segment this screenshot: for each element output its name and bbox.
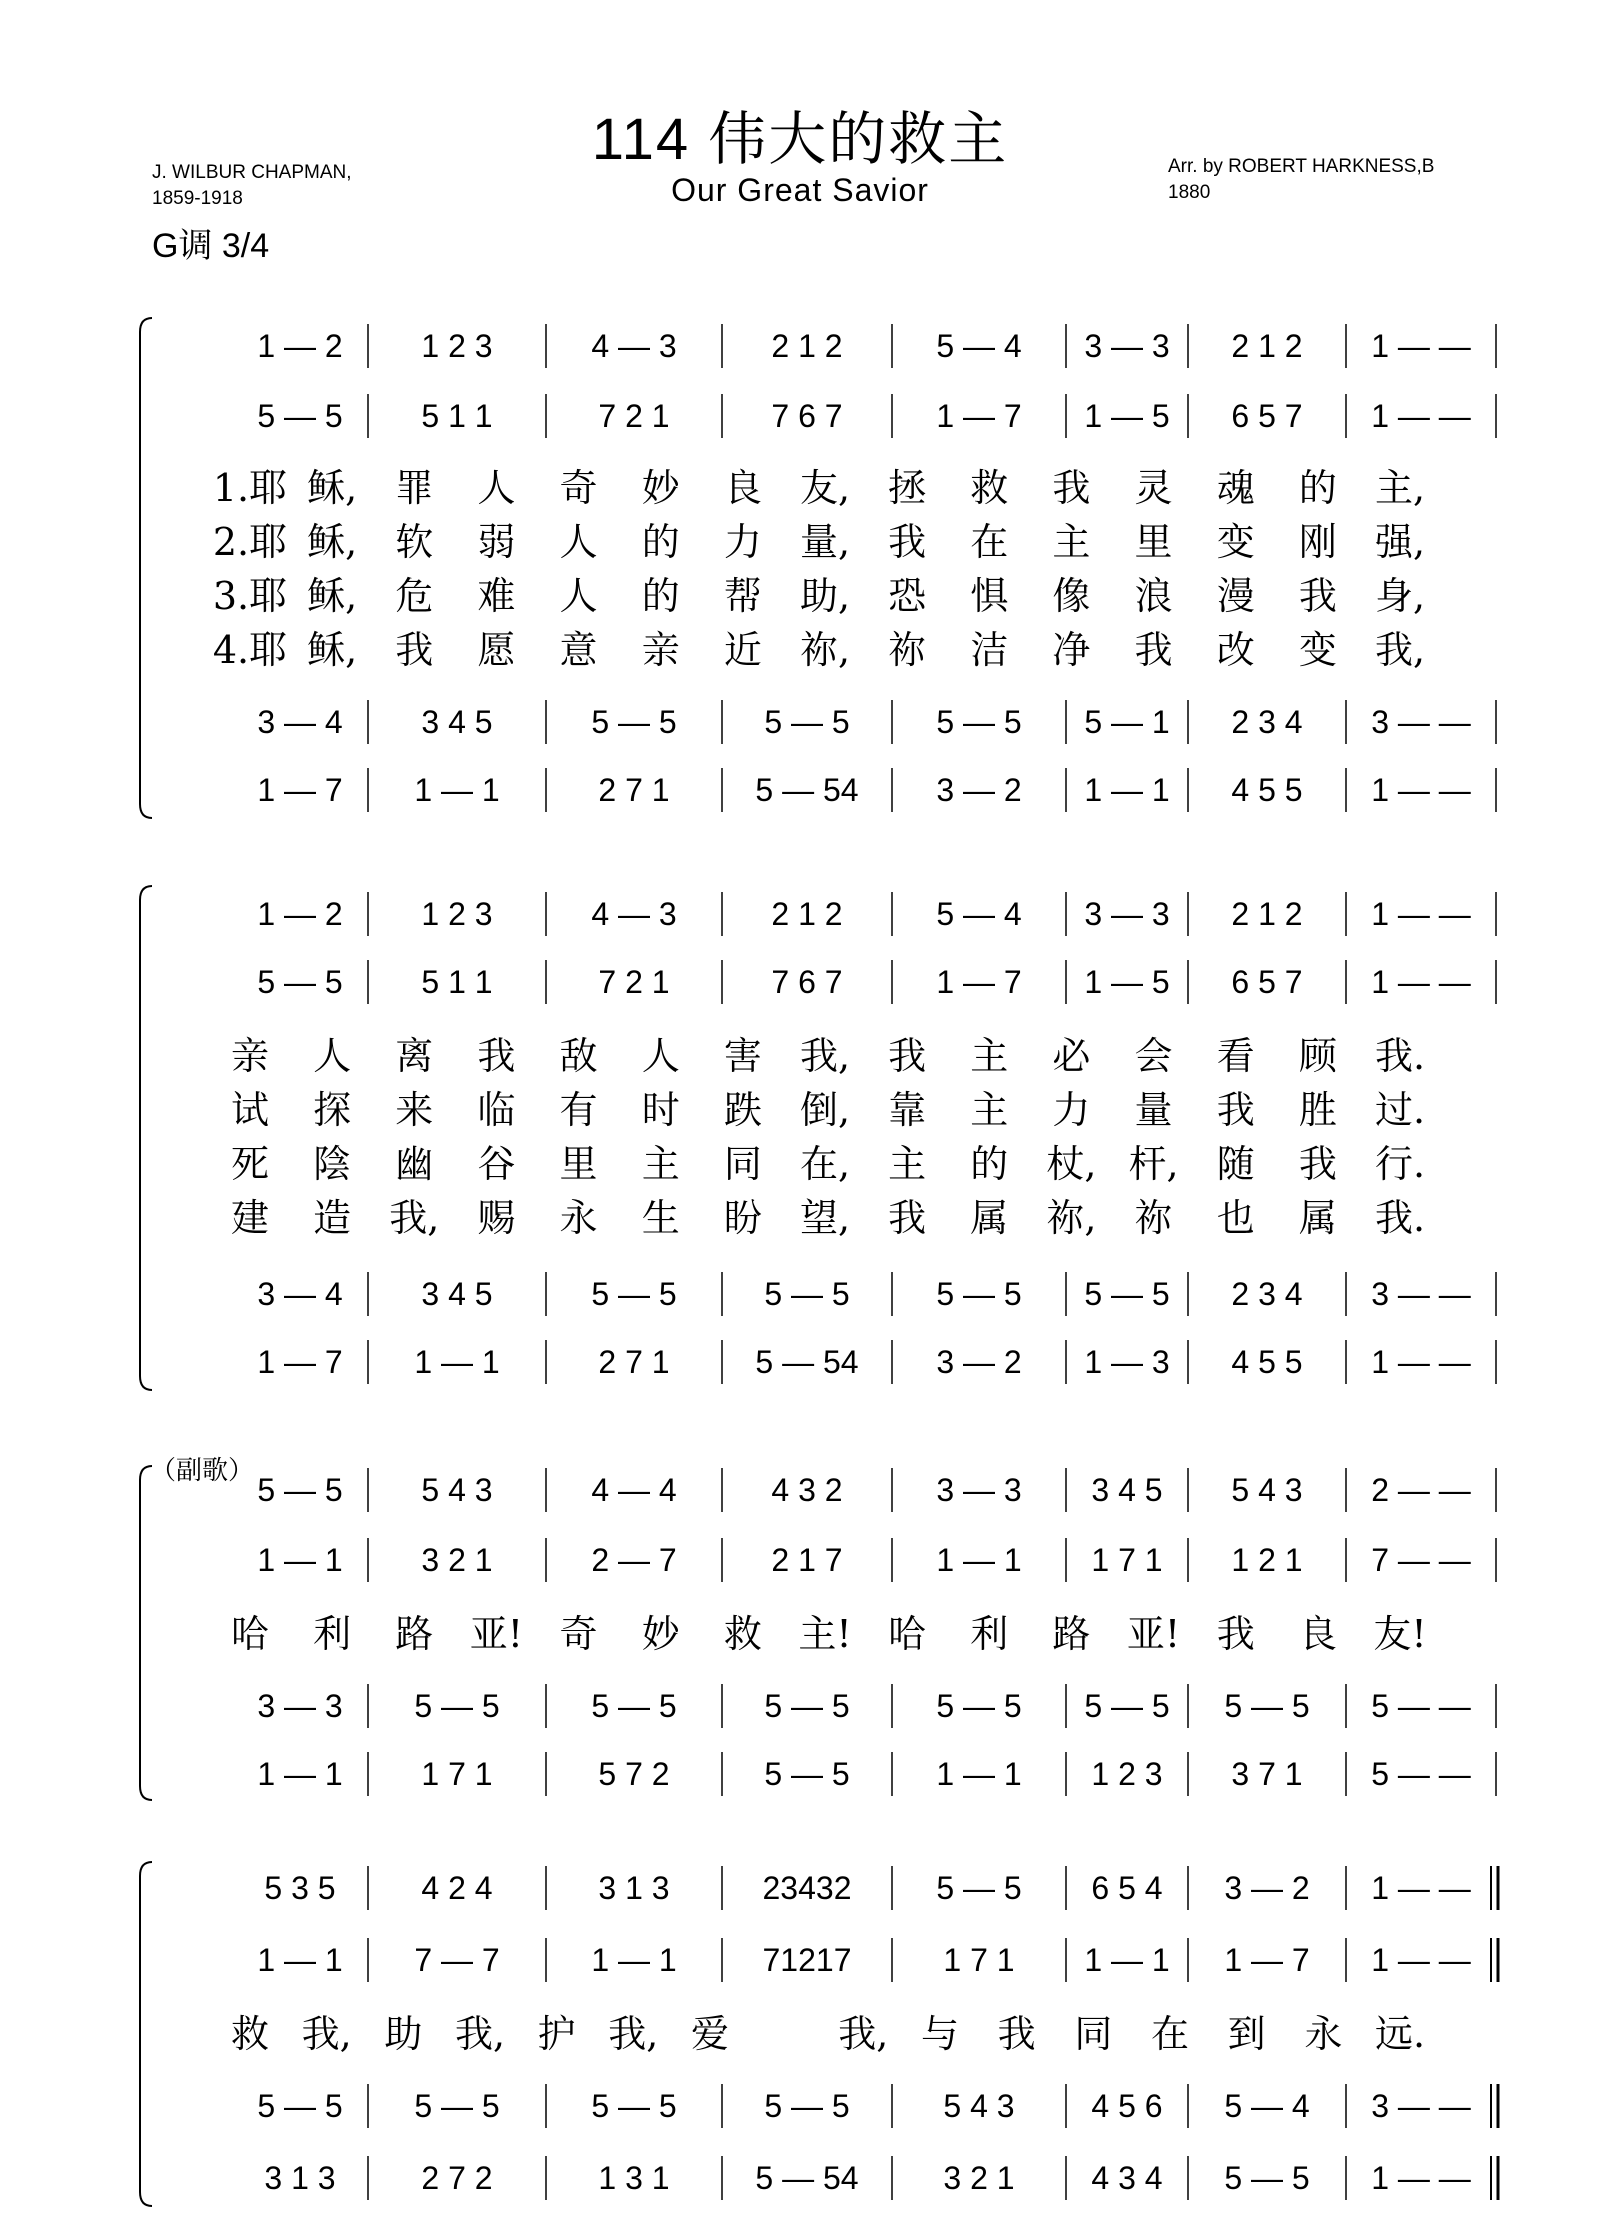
note-bar: 1 — — [1371, 398, 1471, 434]
lyric-syllable: 害 [723, 1034, 762, 1078]
note-bar: 5 — 54 [755, 772, 859, 808]
hymn-title: 114 伟大的救主 [591, 107, 1009, 172]
lyric-syllable: 试 [230, 1088, 270, 1132]
lyric-syllable: 罪 [395, 466, 434, 510]
note-bar: 3 1 3 [264, 2160, 336, 2196]
note-bar: 7 — — [1371, 1542, 1471, 1578]
note-bar: 5 1 1 [421, 964, 493, 1000]
note-bar: 5 4 3 [943, 2088, 1015, 2124]
lyric-syllable: 我 [888, 1196, 927, 1240]
lyric-syllable: 祢, [799, 628, 851, 672]
lyric-syllable: 亲 [641, 628, 680, 672]
lyric-syllable: 亲 [230, 1034, 270, 1078]
note-bar: 5 — 5 [1224, 1688, 1310, 1724]
lyric-syllable: 敌 [559, 1034, 598, 1078]
lyric-syllable: 变 [1216, 520, 1255, 564]
lyric-syllable: 帮 [723, 574, 762, 618]
note-bar: 5 — 5 [1084, 1688, 1170, 1724]
lyric-syllable: 助, [799, 574, 851, 618]
note-bar: 3 — — [1371, 2088, 1471, 2124]
lyric-syllable: 刚 [1298, 520, 1337, 564]
lyric-syllable: 友, [799, 466, 851, 510]
lyric-syllable: 看 [1216, 1034, 1255, 1078]
lyric-syllable: 力 [723, 520, 762, 564]
lyric-syllable: 里 [1134, 520, 1173, 564]
note-bar: 3 — 3 [936, 1472, 1022, 1508]
lyric-syllable: 改 [1216, 628, 1255, 672]
lyric-syllable: 恐 [888, 574, 927, 618]
note-bar: 1 — 1 [257, 1942, 343, 1978]
lyric-syllable: 人 [477, 466, 516, 510]
note-bar: 3 — 3 [1084, 896, 1170, 932]
note-bar: 2 1 7 [771, 1542, 843, 1578]
note-bar: 1 — 7 [936, 964, 1022, 1000]
lyric-syllable: 人 [641, 1034, 680, 1078]
lyric-syllable: 远. [1374, 2012, 1426, 2056]
note-bar: 2 1 2 [771, 896, 843, 932]
note-bar: 1 — — [1371, 328, 1471, 364]
lyric-syllable: 我, [301, 2012, 352, 2056]
note-bar: 2 3 4 [1231, 1276, 1303, 1312]
note-bar: 2 — — [1371, 1472, 1471, 1508]
lyric-syllable: 意 [559, 628, 598, 672]
lyric-syllable: 妙 [641, 1612, 680, 1656]
lyric-syllable: 良 [723, 466, 762, 510]
lyric-syllable: 造 [313, 1196, 352, 1240]
lyric-syllable: 灵 [1134, 466, 1173, 510]
note-bar: 5 4 3 [1231, 1472, 1303, 1508]
lyric-syllable: 稣, [307, 628, 358, 672]
lyric-syllable: 谷 [477, 1142, 516, 1186]
lyric-syllable: 我, [454, 2012, 506, 2056]
note-bar: 3 2 1 [943, 2160, 1015, 2196]
lyric-syllable: 过. [1374, 1088, 1426, 1132]
note-bar: 1 — — [1371, 1344, 1471, 1380]
note-bar: 5 — 5 [936, 704, 1022, 740]
note-bar: 3 7 1 [1231, 1756, 1303, 1792]
lyric-syllable: 我 [1216, 1088, 1255, 1132]
lyric-syllable: 拯 [888, 466, 927, 510]
lyric-syllable: 祢 [888, 628, 927, 672]
lyric-syllable: 主 [888, 1142, 927, 1186]
note-bar: 1 2 3 [421, 896, 493, 932]
lyric-syllable: 里 [559, 1142, 598, 1186]
note-bar: 1 — 7 [257, 1344, 343, 1380]
lyric-syllable: 路 [395, 1612, 434, 1656]
lyric-syllable: 我, [838, 2012, 889, 2056]
lyric-syllable: 陰 [313, 1142, 352, 1186]
note-bar: 4 3 4 [1091, 2160, 1163, 2196]
note-bar: 5 — 5 [936, 1688, 1022, 1724]
note-bar: 5 — 5 [591, 1276, 677, 1312]
lyric-syllable: 祢 [1134, 1196, 1173, 1240]
lyric-syllable: 同 [723, 1142, 762, 1186]
lyric-syllable: 路 [1052, 1612, 1091, 1656]
lyric-syllable: 奇 [559, 1612, 598, 1656]
lyric-syllable: 量 [1134, 1088, 1173, 1132]
note-bar: 4 5 5 [1231, 1344, 1303, 1380]
lyric-syllable: 主 [1052, 520, 1091, 564]
arranger-name: Arr. by ROBERT HARKNESS,B [1168, 156, 1435, 177]
lyric-syllable: 胜 [1298, 1088, 1337, 1132]
note-bar: 1 — — [1371, 896, 1471, 932]
lyric-syllable: 妙 [641, 466, 680, 510]
lyric-syllable: 魂 [1216, 466, 1255, 510]
lyric-syllable: 漫 [1216, 574, 1255, 618]
note-bar: 5 — 5 [257, 964, 343, 1000]
note-bar: 5 7 2 [598, 1756, 670, 1792]
lyric-syllable: 的 [641, 574, 680, 618]
note-bar: 6 5 7 [1231, 398, 1303, 434]
lyric-syllable: 利 [970, 1612, 1009, 1656]
note-bar: 5 — — [1371, 1688, 1471, 1724]
note-bar: 1 — — [1371, 1942, 1471, 1978]
lyric-syllable: 时 [641, 1088, 680, 1132]
lyric-syllable: 1.耶 [212, 466, 288, 510]
note-bar: 1 — — [1371, 772, 1471, 808]
lyric-syllable: 跌 [723, 1088, 762, 1132]
note-bar: 1 — 7 [936, 398, 1022, 434]
note-bar: 1 — 3 [1084, 1344, 1170, 1380]
lyric-syllable: 亚! [469, 1612, 524, 1656]
note-bar: 1 2 1 [1231, 1542, 1303, 1578]
note-bar: 4 5 6 [1091, 2088, 1163, 2124]
note-bar: 1 — 1 [936, 1756, 1022, 1792]
lyric-syllable: 同 [1074, 2012, 1113, 2056]
lyric-syllable: 我 [1298, 1142, 1337, 1186]
lyric-syllable: 变 [1298, 628, 1337, 672]
note-bar: 23432 [762, 1870, 852, 1906]
note-bar: 4 2 4 [421, 1870, 493, 1906]
note-bar: 5 — 5 [764, 1688, 850, 1724]
lyric-syllable: 洁 [970, 628, 1009, 672]
note-bar: 2 7 1 [598, 772, 670, 808]
note-bar: 3 — 4 [257, 1276, 343, 1312]
note-bar: 5 — 5 [414, 2088, 500, 2124]
note-bar: 3 — 2 [936, 1344, 1022, 1380]
note-bar: 5 — 5 [591, 2088, 677, 2124]
note-bar: 1 7 1 [421, 1756, 493, 1792]
lyric-syllable: 近 [723, 628, 762, 672]
lyric-syllable: 在, [799, 1142, 851, 1186]
lyric-syllable: 我 [1052, 466, 1091, 510]
note-bar: 1 — 7 [257, 772, 343, 808]
lyric-syllable: 救 [723, 1612, 762, 1656]
note-bar: 5 3 5 [264, 1870, 336, 1906]
note-bar: 1 7 1 [1091, 1542, 1163, 1578]
author-years: 1859-1918 [152, 188, 243, 209]
note-bar: 1 — 1 [414, 1344, 500, 1380]
note-bar: 5 — 5 [257, 2088, 343, 2124]
note-bar: 5 — 54 [755, 1344, 859, 1380]
lyric-syllable: 行. [1374, 1142, 1426, 1186]
lyric-syllable: 亚! [1126, 1612, 1181, 1656]
lyric-syllable: 力 [1052, 1088, 1091, 1132]
note-bar: 1 — 1 [591, 1942, 677, 1978]
lyric-syllable: 主 [641, 1142, 680, 1186]
note-bar: 3 — 4 [257, 704, 343, 740]
lyric-syllable: 杖, [1046, 1142, 1097, 1186]
lyric-syllable: 的 [970, 1142, 1009, 1186]
note-bar: 2 — 7 [591, 1542, 677, 1578]
lyric-syllable: 来 [395, 1088, 434, 1132]
note-bar: 1 — 5 [1084, 964, 1170, 1000]
note-bar: 4 3 2 [771, 1472, 843, 1508]
note-bar: 3 4 5 [1091, 1472, 1163, 1508]
note-bar: 5 — 4 [936, 896, 1022, 932]
note-bar: 1 — — [1371, 964, 1471, 1000]
note-bar: 5 — 5 [764, 2088, 850, 2124]
lyric-syllable: 友! [1373, 1612, 1427, 1656]
lyric-syllable: 我. [1374, 1034, 1426, 1078]
note-bar: 1 2 3 [1091, 1756, 1163, 1792]
lyric-syllable: 我 [1134, 628, 1173, 672]
lyric-syllable: 人 [559, 574, 598, 618]
note-bar: 6 5 4 [1091, 1870, 1163, 1906]
note-bar: 2 1 2 [771, 328, 843, 364]
lyric-syllable: 净 [1052, 628, 1091, 672]
note-bar: 5 — 4 [936, 328, 1022, 364]
note-bar: 5 4 3 [421, 1472, 493, 1508]
note-bar: 6 5 7 [1231, 964, 1303, 1000]
lyric-syllable: 惧 [970, 574, 1009, 618]
lyric-syllable: 的 [641, 520, 680, 564]
lyric-syllable: 哈 [888, 1612, 927, 1656]
lyric-syllable: 我 [1216, 1612, 1255, 1656]
lyric-syllable: 主 [970, 1088, 1009, 1132]
note-bar: 3 1 3 [598, 1870, 670, 1906]
lyric-syllable: 祢, [1046, 1196, 1097, 1240]
lyric-syllable: 稣, [307, 520, 358, 564]
lyric-syllable: 我, [389, 1196, 440, 1240]
lyric-syllable: 弱 [477, 520, 516, 564]
lyric-syllable: 我, [608, 2012, 659, 2056]
lyric-syllable: 有 [559, 1088, 598, 1132]
lyric-syllable: 护 [537, 2012, 576, 2056]
lyric-syllable: 我, [1374, 628, 1426, 672]
lyric-syllable: 强, [1374, 520, 1426, 564]
lyric-syllable: 我 [888, 520, 927, 564]
note-bar: 1 — 1 [257, 1756, 343, 1792]
note-bar: 7 6 7 [771, 398, 843, 434]
lyric-syllable: 愿 [477, 628, 516, 672]
note-bar: 1 — 1 [1084, 772, 1170, 808]
note-bar: 1 — 2 [257, 896, 343, 932]
note-bar: 5 — — [1371, 1756, 1471, 1792]
lyric-syllable: 3.耶 [212, 574, 288, 618]
lyric-syllable: 的 [1298, 466, 1337, 510]
lyric-syllable: 永 [559, 1196, 598, 1240]
note-bar: 4 — 3 [591, 896, 677, 932]
key-signature: G调 3/4 [152, 227, 270, 265]
lyric-syllable: 我 [477, 1034, 516, 1078]
note-bar: 5 — 4 [1224, 2088, 1310, 2124]
note-bar: 3 — 3 [1084, 328, 1170, 364]
note-bar: 5 — 5 [764, 1756, 850, 1792]
system-bracket [140, 318, 152, 818]
note-bar: 1 — 1 [257, 1542, 343, 1578]
lyric-syllable: 救 [970, 466, 1009, 510]
note-bar: 1 — 1 [414, 772, 500, 808]
lyric-syllable: 靠 [888, 1088, 927, 1132]
lyric-syllable: 杆, [1128, 1142, 1179, 1186]
lyric-syllable: 倒, [799, 1088, 851, 1132]
note-bar: 5 — 5 [764, 704, 850, 740]
lyric-syllable: 随 [1216, 1142, 1255, 1186]
note-bar: 5 — 5 [936, 1870, 1022, 1906]
lyric-syllable: 像 [1052, 574, 1091, 618]
hymn-subtitle: Our Great Savior [671, 172, 929, 208]
lyric-syllable: 我 [997, 2012, 1036, 2056]
lyric-syllable: 幽 [395, 1142, 434, 1186]
lyric-syllable: 离 [395, 1034, 434, 1078]
lyric-syllable: 软 [395, 520, 434, 564]
note-bar: 3 — — [1371, 704, 1471, 740]
lyric-syllable: 量, [799, 520, 851, 564]
note-bar: 1 — 7 [1224, 1942, 1310, 1978]
note-bar: 5 — 5 [257, 1472, 343, 1508]
lyric-syllable: 生 [641, 1196, 680, 1240]
lyric-syllable: 奇 [559, 466, 598, 510]
note-bar: 1 2 3 [421, 328, 493, 364]
lyric-syllable: 主, [1374, 466, 1426, 510]
system-bracket [140, 1466, 152, 1800]
note-bar: 1 — 5 [1084, 398, 1170, 434]
note-bar: 3 — 2 [936, 772, 1022, 808]
lyric-syllable: 死 [230, 1142, 270, 1186]
lyric-syllable: 我 [1298, 574, 1337, 618]
lyric-syllable: 主! [798, 1612, 852, 1656]
lyric-syllable: 在 [1150, 2012, 1190, 2056]
note-bar: 5 — 5 [591, 1688, 677, 1724]
lyric-syllable: 哈 [230, 1612, 270, 1656]
note-bar: 2 3 4 [1231, 704, 1303, 740]
note-bar: 5 — 5 [257, 398, 343, 434]
note-bar: 2 7 2 [421, 2160, 493, 2196]
note-bar: 7 — 7 [414, 1942, 500, 1978]
lyric-syllable: 临 [477, 1088, 516, 1132]
lyric-syllable: 永 [1304, 2012, 1343, 2056]
note-bar: 7 6 7 [771, 964, 843, 1000]
note-bar: 3 — — [1371, 1276, 1471, 1312]
note-bar: 1 — 1 [1084, 1942, 1170, 1978]
note-bar: 5 — 5 [1224, 2160, 1310, 2196]
lyric-syllable: 浪 [1134, 574, 1173, 618]
lyric-syllable: 助 [384, 2012, 423, 2056]
lyric-syllable: 救 [230, 2012, 270, 2056]
lyric-syllable: 探 [313, 1088, 352, 1132]
lyric-syllable: 我 [888, 1034, 927, 1078]
lyric-syllable: 望, [799, 1196, 851, 1240]
note-bar: 7 2 1 [598, 398, 670, 434]
note-bar: 1 — 1 [936, 1542, 1022, 1578]
lyric-syllable: 稣, [307, 574, 358, 618]
lyric-syllable: 爱 [690, 2012, 730, 2056]
arranger-year: 1880 [1168, 182, 1211, 203]
lyric-syllable: 我, [799, 1034, 851, 1078]
note-bar: 3 4 5 [421, 704, 493, 740]
note-bar: 4 — 3 [591, 328, 677, 364]
note-bar: 5 — 5 [1084, 1276, 1170, 1312]
lyric-syllable: 主 [970, 1034, 1009, 1078]
note-bar: 5 — 5 [764, 1276, 850, 1312]
note-bar: 3 — 3 [257, 1688, 343, 1724]
note-bar: 1 — 2 [257, 328, 343, 364]
lyric-syllable: 建 [230, 1196, 270, 1240]
note-bar: 4 — 4 [591, 1472, 677, 1508]
lyric-syllable: 我. [1374, 1196, 1426, 1240]
lyric-syllable: 危 [395, 574, 434, 618]
lyric-syllable: 与 [920, 2012, 960, 2056]
lyric-syllable: 2.耶 [212, 520, 288, 564]
lyric-syllable: 4.耶 [212, 628, 288, 672]
lyric-syllable: 稣, [307, 466, 358, 510]
note-bar: 5 — 5 [414, 1688, 500, 1724]
lyric-syllable: 赐 [477, 1196, 516, 1240]
lyric-syllable: 人 [313, 1034, 352, 1078]
note-bar: 1 — — [1371, 1870, 1471, 1906]
note-bar: 2 1 2 [1231, 328, 1303, 364]
lyric-syllable: 顾 [1298, 1034, 1337, 1078]
lyric-syllable: 身, [1374, 574, 1426, 618]
system-bracket [140, 1862, 152, 2206]
note-bar: 5 — 5 [936, 1276, 1022, 1312]
note-bar: 2 1 2 [1231, 896, 1303, 932]
lyric-syllable: 人 [559, 520, 598, 564]
lyric-syllable: 我 [395, 628, 434, 672]
lyric-syllable: 在 [970, 520, 1009, 564]
note-bar: 3 — 2 [1224, 1870, 1310, 1906]
lyric-syllable: 良 [1298, 1612, 1337, 1656]
note-bar: 7 2 1 [598, 964, 670, 1000]
note-bar: 5 — 1 [1084, 704, 1170, 740]
note-bar: 5 1 1 [421, 398, 493, 434]
lyric-syllable: 必 [1052, 1034, 1091, 1078]
note-bar: 3 2 1 [421, 1542, 493, 1578]
author-name: J. WILBUR CHAPMAN, [152, 162, 352, 183]
lyric-syllable: 属 [1298, 1196, 1337, 1240]
note-bar: 5 — 5 [591, 704, 677, 740]
note-bar: 1 — — [1371, 2160, 1471, 2196]
note-bar: 2 7 1 [598, 1344, 670, 1380]
lyric-syllable: 到 [1227, 2012, 1266, 2056]
lyric-syllable: 利 [313, 1612, 352, 1656]
note-bar: 1 3 1 [598, 2160, 670, 2196]
lyric-syllable: 难 [477, 574, 516, 618]
lyric-syllable: 会 [1134, 1034, 1173, 1078]
lyric-syllable: 也 [1216, 1196, 1255, 1240]
note-bar: 4 5 5 [1231, 772, 1303, 808]
note-bar: 3 4 5 [421, 1276, 493, 1312]
lyric-syllable: 盼 [723, 1196, 762, 1240]
chorus-label: （副歌） [150, 1456, 255, 1486]
note-bar: 71217 [762, 1942, 852, 1978]
note-bar: 5 — 54 [755, 2160, 859, 2196]
lyric-syllable: 属 [970, 1196, 1009, 1240]
system-bracket [140, 886, 152, 1390]
note-bar: 1 7 1 [943, 1942, 1015, 1978]
